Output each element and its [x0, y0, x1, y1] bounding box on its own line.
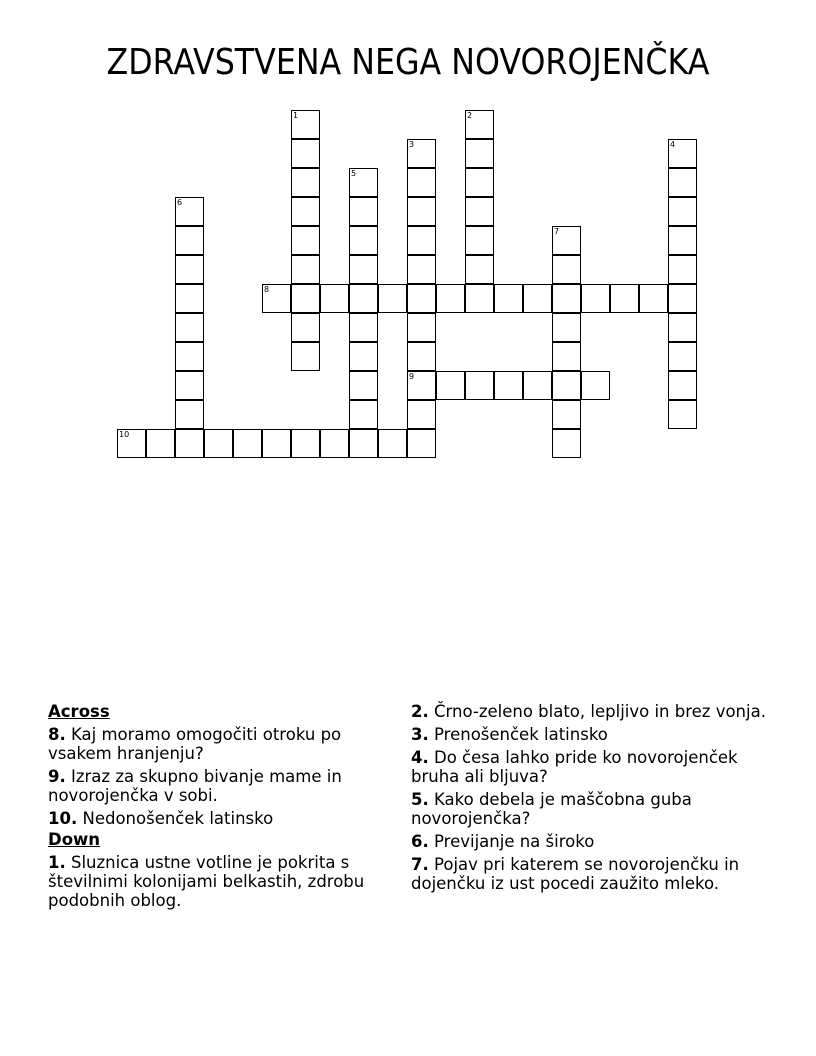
clue-text: Pojav pri katerem se novorojenčku in dojenčku iz ust pocedi zaužito mleko.	[411, 855, 740, 893]
crossword-cell[interactable]	[349, 342, 378, 371]
crossword-cell[interactable]	[175, 371, 204, 400]
crossword-cell[interactable]	[494, 371, 523, 400]
crossword-cell[interactable]	[262, 429, 291, 458]
crossword-grid	[0, 0, 816, 470]
clue-number: 7.	[411, 855, 429, 874]
cell-number: 10	[119, 430, 130, 439]
crossword-cell[interactable]	[407, 371, 436, 400]
crossword-cell[interactable]	[291, 197, 320, 226]
crossword-cell[interactable]	[378, 284, 407, 313]
crossword-cell[interactable]	[175, 226, 204, 255]
crossword-cell[interactable]	[407, 342, 436, 371]
crossword-cell[interactable]	[349, 197, 378, 226]
clue-number: 3.	[411, 725, 429, 744]
cell-number: 5	[351, 169, 357, 178]
clue-number: 5.	[411, 790, 429, 809]
crossword-cell[interactable]	[291, 342, 320, 371]
crossword-cell[interactable]	[552, 226, 581, 255]
crossword-cell[interactable]	[436, 371, 465, 400]
crossword-cell[interactable]	[668, 284, 697, 313]
crossword-cell[interactable]	[320, 429, 349, 458]
cell-number: 3	[409, 140, 415, 149]
crossword-cell[interactable]	[407, 226, 436, 255]
crossword-cell[interactable]	[175, 313, 204, 342]
cell-number: 6	[177, 198, 183, 207]
clue-number: 4.	[411, 748, 429, 767]
clue-down-3	[411, 725, 781, 744]
crossword-cell[interactable]	[610, 284, 639, 313]
crossword-cell[interactable]	[175, 255, 204, 284]
crossword-cell[interactable]	[407, 197, 436, 226]
crossword-cell[interactable]	[523, 371, 552, 400]
clue-across-10	[48, 809, 403, 828]
crossword-cell[interactable]	[581, 371, 610, 400]
crossword-cell[interactable]	[668, 342, 697, 371]
crossword-cell[interactable]	[291, 429, 320, 458]
cell-number: 2	[467, 111, 473, 120]
clue-down-5	[411, 790, 781, 828]
crossword-cell[interactable]	[407, 284, 436, 313]
crossword-cell[interactable]	[204, 429, 233, 458]
crossword-cell[interactable]	[407, 400, 436, 429]
crossword-cell[interactable]	[291, 139, 320, 168]
crossword-cell[interactable]	[175, 197, 204, 226]
clue-text: Sluznica ustne votline je pokrita s številnimi kolonijami belkastih, zdrobu podobnih oblog.	[48, 853, 365, 910]
clue-number: 6.	[411, 832, 429, 851]
clue-down-1	[48, 853, 403, 910]
crossword-cell[interactable]	[233, 429, 262, 458]
clue-text: Črno-zeleno blato, lepljivo in brez vonja.	[434, 702, 766, 721]
clue-number: 10.	[48, 809, 78, 828]
clue-number: 1.	[48, 853, 66, 872]
clue-number: 2.	[411, 702, 429, 721]
crossword-cell[interactable]	[465, 255, 494, 284]
crossword-cell[interactable]	[349, 255, 378, 284]
clue-text: Izraz za skupno bivanje mame in novorojenčka v sobi.	[48, 767, 342, 805]
clue-text: Kaj moramo omogočiti otroku po vsakem hranjenju?	[48, 725, 342, 763]
across-heading: Across	[48, 702, 110, 721]
clue-number: 9.	[48, 767, 66, 786]
crossword-cell[interactable]	[668, 197, 697, 226]
clue-down-6	[411, 832, 781, 851]
clues-right-column	[411, 702, 781, 897]
crossword-cell[interactable]	[465, 226, 494, 255]
crossword-cell[interactable]	[668, 371, 697, 400]
crossword-cell[interactable]	[407, 168, 436, 197]
crossword-cell[interactable]	[668, 139, 697, 168]
crossword-cell[interactable]	[552, 313, 581, 342]
crossword-cell[interactable]	[349, 226, 378, 255]
crossword-cell[interactable]	[146, 429, 175, 458]
crossword-cell[interactable]	[465, 197, 494, 226]
crossword-cell[interactable]	[465, 139, 494, 168]
clue-down-7	[411, 855, 781, 893]
crossword-cell[interactable]	[668, 400, 697, 429]
down-heading: Down	[48, 830, 101, 849]
crossword-cell[interactable]	[291, 226, 320, 255]
clue-across-8	[48, 725, 403, 763]
crossword-cell[interactable]	[117, 429, 146, 458]
crossword-cell[interactable]	[407, 313, 436, 342]
clue-text: Prenošenček latinsko	[434, 725, 608, 744]
crossword-cell[interactable]	[291, 168, 320, 197]
crossword-cell[interactable]	[291, 110, 320, 139]
cell-number: 9	[409, 372, 415, 381]
page-title: ZDRAVSTVENA NEGA NOVOROJENČKA	[106, 42, 710, 83]
crossword-cell[interactable]	[581, 284, 610, 313]
crossword-cell[interactable]	[378, 429, 407, 458]
crossword-cell[interactable]	[291, 284, 320, 313]
crossword-cell[interactable]	[320, 284, 349, 313]
crossword-cell[interactable]	[175, 284, 204, 313]
cell-number: 1	[293, 111, 299, 120]
cell-number: 8	[264, 285, 270, 294]
crossword-cell[interactable]	[552, 371, 581, 400]
crossword-cell[interactable]	[494, 284, 523, 313]
crossword-cell[interactable]	[523, 284, 552, 313]
clue-across-9	[48, 767, 403, 805]
clue-down-2	[411, 702, 781, 721]
crossword-cell[interactable]	[668, 313, 697, 342]
crossword-cell[interactable]	[175, 400, 204, 429]
clue-text: Previjanje na široko	[434, 832, 595, 851]
cell-number: 7	[554, 227, 560, 236]
crossword-cell[interactable]	[668, 226, 697, 255]
clues-left-column	[48, 702, 403, 914]
crossword-cell[interactable]	[465, 110, 494, 139]
crossword-cell[interactable]	[291, 255, 320, 284]
crossword-cell[interactable]	[407, 255, 436, 284]
crossword-cell[interactable]	[552, 400, 581, 429]
crossword-cell[interactable]	[349, 313, 378, 342]
crossword-cell[interactable]	[465, 371, 494, 400]
crossword-cell[interactable]	[465, 284, 494, 313]
crossword-cell[interactable]	[407, 139, 436, 168]
crossword-cell[interactable]	[349, 284, 378, 313]
crossword-cell[interactable]	[465, 168, 494, 197]
crossword-cell[interactable]	[552, 284, 581, 313]
clue-down-4	[411, 748, 781, 786]
crossword-cell[interactable]	[552, 255, 581, 284]
clue-text: Kako debela je maščobna guba novorojenčka?	[411, 790, 692, 828]
crossword-cell[interactable]	[349, 429, 378, 458]
cell-number: 4	[670, 140, 676, 149]
crossword-cell[interactable]	[668, 168, 697, 197]
crossword-cell[interactable]	[639, 284, 668, 313]
crossword-cell[interactable]	[668, 255, 697, 284]
crossword-cell[interactable]	[349, 371, 378, 400]
crossword-cell[interactable]	[175, 342, 204, 371]
crossword-cell[interactable]	[349, 168, 378, 197]
crossword-cell[interactable]	[175, 429, 204, 458]
crossword-cell[interactable]	[407, 429, 436, 458]
crossword-cell[interactable]	[552, 342, 581, 371]
clue-number: 8.	[48, 725, 66, 744]
crossword-cell[interactable]	[291, 313, 320, 342]
crossword-cell[interactable]	[436, 284, 465, 313]
crossword-cell[interactable]	[262, 284, 291, 313]
clue-text: Do česa lahko pride ko novorojenček bruha ali bljuva?	[411, 748, 738, 786]
crossword-cell[interactable]	[349, 400, 378, 429]
crossword-cell[interactable]	[552, 429, 581, 458]
clue-text: Nedonošenček latinsko	[82, 809, 274, 828]
